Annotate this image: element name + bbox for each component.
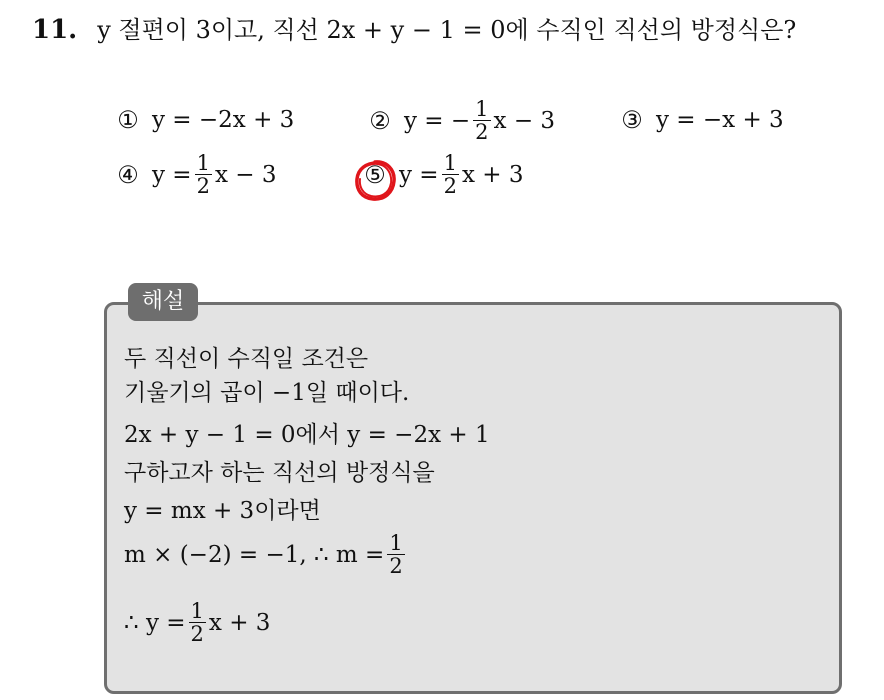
fraction-numerator: 1: [190, 599, 204, 623]
choice-equation-end: x − 3: [493, 107, 556, 134]
choice-number: ④: [117, 160, 139, 189]
choice-number: ②: [369, 106, 391, 135]
fraction: [189, 600, 206, 645]
fraction-denominator: 2: [196, 174, 210, 199]
solution-line-3: 2x + y − 1 = 0에서 y = −2x + 1: [124, 422, 490, 448]
fraction: [442, 152, 459, 197]
fraction-denominator: 2: [475, 120, 489, 145]
choice-number: ⑤: [364, 160, 386, 189]
choice-equation-start: y = −: [404, 107, 471, 134]
solution-line-7-end: x + 3: [208, 609, 271, 636]
question-number: 11.: [32, 15, 78, 45]
answer-circle-mark: [351, 157, 399, 205]
fraction: [195, 152, 212, 197]
choice-equation-end: x + 3: [461, 161, 524, 188]
solution-line-5: y = mx + 3이라면: [124, 498, 321, 524]
solution-line-2: 기울기의 곱이 −1일 때이다.: [124, 380, 410, 406]
choice-number: ①: [117, 106, 139, 134]
choice-equation-start: y =: [152, 161, 192, 188]
choice-1[interactable]: [110, 106, 294, 134]
fraction-denominator: 2: [389, 554, 403, 579]
fraction-numerator: 1: [475, 97, 489, 121]
choice-2[interactable]: [362, 98, 555, 143]
choice-3[interactable]: [614, 106, 784, 134]
fraction-numerator: 1: [196, 151, 210, 175]
solution-line-6-text: m × (−2) = −1, ∴ m =: [124, 541, 385, 568]
fraction-denominator: 2: [190, 622, 204, 647]
question-stem: [32, 12, 796, 48]
solution-tag: 해설: [128, 283, 198, 321]
fraction: [387, 532, 404, 577]
choice-number: ③: [621, 106, 643, 134]
solution-line-7-text: ∴ y =: [124, 609, 186, 636]
solution-line-4: 구하고자 하는 직선의 방정식을: [124, 460, 435, 486]
choice-equation: y = −x + 3: [656, 107, 784, 133]
question-text: y 절편이 3이고, 직선 2x + y − 1 = 0에 수직인 직선의 방정식은?: [97, 16, 797, 44]
choice-equation-start: y =: [399, 161, 439, 188]
choice-4[interactable]: [110, 152, 276, 197]
choice-equation-end: x − 3: [214, 161, 277, 188]
choice-equation: y = −2x + 3: [152, 107, 295, 133]
solution-line-6: [124, 532, 408, 577]
fraction-denominator: 2: [443, 174, 457, 199]
fraction-numerator: 1: [443, 151, 457, 175]
fraction-numerator: 1: [389, 531, 403, 555]
solution-line-7: [124, 600, 270, 645]
solution-line-1: 두 직선이 수직일 조건은: [124, 346, 369, 372]
fraction: [473, 98, 490, 143]
